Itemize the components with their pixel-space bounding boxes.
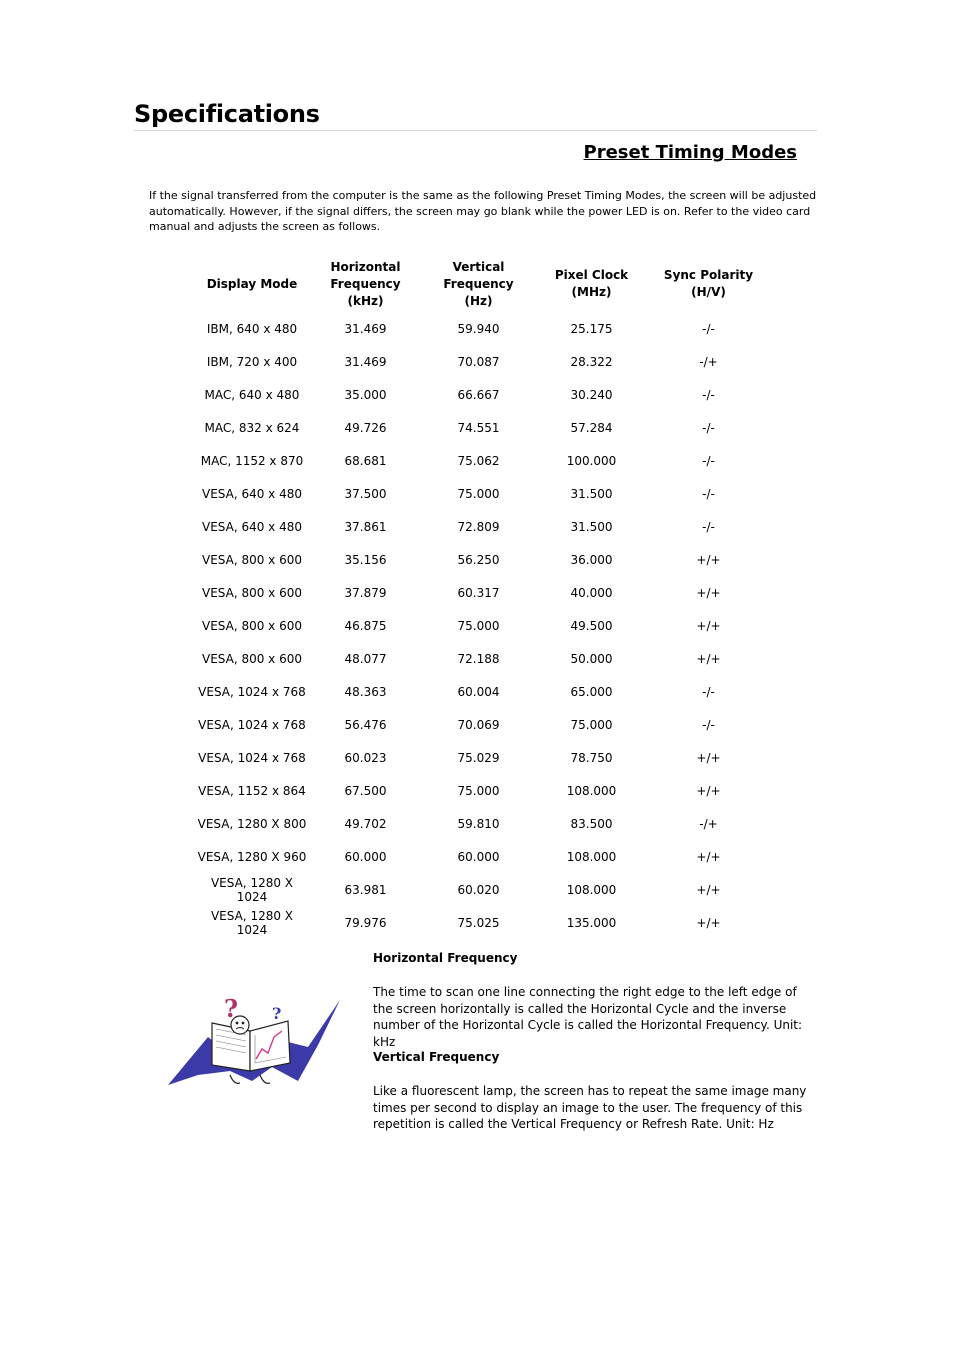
horizontal-frequency-cell: 79.976 — [344, 915, 387, 930]
pixel-clock-cell: 50.000 — [570, 651, 613, 666]
pixel-clock-cell: 75.000 — [570, 717, 613, 732]
vertical-frequency-cell: 66.667 — [457, 387, 500, 402]
pixel-clock-cell: 65.000 — [570, 684, 613, 699]
display-mode-cell: VESA, 1280 X 800 — [197, 816, 307, 831]
table-row — [195, 411, 769, 444]
preset-timing-table — [195, 256, 769, 939]
pixel-clock-cell: 108.000 — [566, 783, 617, 798]
vertical-frequency-cell: 75.025 — [457, 915, 500, 930]
horizontal-frequency-cell: 37.500 — [344, 486, 387, 501]
header-vertical-frequency-label: Vertical Frequency (Hz) — [443, 259, 514, 308]
page-title: Specifications — [134, 100, 320, 128]
vertical-frequency-cell: 60.317 — [457, 585, 500, 600]
pixel-clock-cell: 30.240 — [570, 387, 613, 402]
horizontal-frequency-cell: 49.726 — [344, 420, 387, 435]
horizontal-frequency-cell: 37.879 — [344, 585, 387, 600]
display-mode-cell: IBM, 720 x 400 — [206, 354, 298, 369]
pixel-clock-cell: 78.750 — [570, 750, 613, 765]
table-row — [195, 708, 769, 741]
vertical-frequency-cell: 60.020 — [457, 882, 500, 897]
table-row — [195, 774, 769, 807]
horizontal-frequency-text: The time to scan one line connecting the right edge to the left edge of the screen horizontally is called the Horizontal Cycle and the inverse number of the Horizontal Cycle is called the Horizontal Frequency. Unit: kHz — [373, 985, 803, 1049]
sync-polarity-cell: +/+ — [696, 915, 721, 930]
pixel-clock-cell: 108.000 — [566, 849, 617, 864]
title-divider — [134, 130, 817, 131]
table-row — [195, 576, 769, 609]
sync-polarity-cell: +/+ — [696, 651, 721, 666]
horizontal-frequency-cell: 48.363 — [344, 684, 387, 699]
display-mode-cell: VESA, 800 x 600 — [201, 618, 302, 633]
vertical-frequency-cell: 56.250 — [457, 552, 500, 567]
horizontal-frequency-cell: 48.077 — [344, 651, 387, 666]
table-row — [195, 378, 769, 411]
header-horizontal-frequency-label: Horizontal Frequency (kHz) — [330, 259, 401, 308]
pixel-clock-cell: 25.175 — [570, 321, 613, 336]
table-row — [195, 510, 769, 543]
vertical-frequency-cell: 60.004 — [457, 684, 500, 699]
vertical-frequency-heading: Vertical Frequency — [373, 1050, 500, 1064]
question-mark-icon: ? — [224, 995, 239, 1023]
header-display-mode: Display Mode — [206, 276, 298, 291]
intro-paragraph: If the signal transferred from the computer is the same as the following Preset Timing Modes, the screen will be adjusted automatically. However, if the signal differs, the screen may go blank while the power LED is on. Refer to the video card manual and adjusts the screen as follows. — [149, 189, 817, 233]
vertical-frequency-text: Like a fluorescent lamp, the screen has to repeat the same image many times per second to display an image to the user. The frequency of this repetition is called the Vertical Frequency or Refresh Rate. Unit: Hz — [373, 1084, 807, 1131]
table-row — [195, 477, 769, 510]
vertical-frequency-cell: 75.000 — [457, 618, 500, 633]
pixel-clock-cell: 40.000 — [570, 585, 613, 600]
pixel-clock-cell: 31.500 — [570, 519, 613, 534]
table-row — [195, 741, 769, 774]
sync-polarity-cell: +/+ — [696, 882, 721, 897]
vertical-frequency-cell: 59.810 — [457, 816, 500, 831]
vertical-frequency-cell: 59.940 — [457, 321, 500, 336]
display-mode-cell: IBM, 640 x 480 — [206, 321, 298, 336]
vertical-frequency-cell: 70.087 — [457, 354, 500, 369]
horizontal-frequency-cell: 35.000 — [344, 387, 387, 402]
display-mode-cell: VESA, 640 x 480 — [201, 519, 302, 534]
vertical-frequency-cell: 70.069 — [457, 717, 500, 732]
pixel-clock-cell: 31.500 — [570, 486, 613, 501]
header-pixel-clock — [535, 256, 648, 312]
table-header-row — [195, 256, 769, 312]
display-mode-cell: VESA, 1280 X 1024 — [210, 875, 294, 904]
display-mode-cell: MAC, 1152 x 870 — [200, 453, 304, 468]
table-row — [195, 807, 769, 840]
header-sync-polarity — [648, 256, 769, 312]
sync-polarity-cell: -/+ — [699, 354, 718, 369]
sync-polarity-cell: -/- — [702, 486, 715, 501]
sync-polarity-cell: +/+ — [696, 750, 721, 765]
sync-polarity-cell: +/+ — [696, 585, 721, 600]
confused-book-mascot-icon — [168, 995, 343, 1090]
display-mode-cell: VESA, 800 x 600 — [201, 651, 302, 666]
vertical-frequency-cell: 72.809 — [457, 519, 500, 534]
vertical-frequency-cell: 72.188 — [457, 651, 500, 666]
sync-polarity-cell: -/- — [702, 321, 715, 336]
display-mode-cell: VESA, 1152 x 864 — [198, 783, 306, 798]
horizontal-frequency-cell: 49.702 — [344, 816, 387, 831]
sync-polarity-cell: -/- — [702, 717, 715, 732]
table-row — [195, 873, 769, 906]
pixel-clock-cell: 57.284 — [570, 420, 613, 435]
vertical-frequency-cell: 75.062 — [457, 453, 500, 468]
table-row — [195, 543, 769, 576]
pixel-clock-cell: 100.000 — [566, 453, 617, 468]
vertical-frequency-cell: 75.000 — [457, 486, 500, 501]
header-pixel-clock-label: Pixel Clock (MHz) — [554, 268, 629, 299]
vertical-frequency-cell: 74.551 — [457, 420, 500, 435]
horizontal-frequency-cell: 60.000 — [344, 849, 387, 864]
horizontal-frequency-cell: 31.469 — [344, 354, 387, 369]
horizontal-frequency-cell: 31.469 — [344, 321, 387, 336]
display-mode-cell: VESA, 800 x 600 — [201, 585, 302, 600]
horizontal-frequency-cell: 46.875 — [344, 618, 387, 633]
table-row — [195, 906, 769, 939]
table-row — [195, 444, 769, 477]
sync-polarity-cell: -/- — [702, 420, 715, 435]
display-mode-cell: VESA, 1280 X 960 — [197, 849, 307, 864]
table-body — [195, 312, 769, 939]
pixel-clock-cell: 135.000 — [566, 915, 617, 930]
table-row — [195, 840, 769, 873]
horizontal-frequency-cell: 37.861 — [344, 519, 387, 534]
vertical-frequency-cell: 75.029 — [457, 750, 500, 765]
display-mode-cell: VESA, 1280 X 1024 — [210, 908, 294, 937]
display-mode-cell: VESA, 1024 x 768 — [198, 684, 306, 699]
pixel-clock-cell: 108.000 — [566, 882, 617, 897]
sync-polarity-cell: +/+ — [696, 849, 721, 864]
table-row — [195, 609, 769, 642]
sync-polarity-cell: +/+ — [696, 618, 721, 633]
horizontal-frequency-cell: 35.156 — [344, 552, 387, 567]
pixel-clock-cell: 36.000 — [570, 552, 613, 567]
sync-polarity-cell: -/- — [702, 453, 715, 468]
horizontal-frequency-cell: 56.476 — [344, 717, 387, 732]
display-mode-cell: VESA, 1024 x 768 — [198, 750, 306, 765]
pixel-clock-cell: 28.322 — [570, 354, 613, 369]
book-shape — [212, 1021, 290, 1071]
table-row — [195, 312, 769, 345]
display-mode-cell: MAC, 832 x 624 — [204, 420, 300, 435]
horizontal-frequency-cell: 60.023 — [344, 750, 387, 765]
horizontal-frequency-heading: Horizontal Frequency — [373, 951, 518, 965]
sync-polarity-cell: -/- — [702, 519, 715, 534]
display-mode-cell: VESA, 800 x 600 — [201, 552, 302, 567]
sync-polarity-cell: +/+ — [696, 552, 721, 567]
sync-polarity-cell: +/+ — [696, 783, 721, 798]
vertical-frequency-cell: 75.000 — [457, 783, 500, 798]
horizontal-frequency-cell: 67.500 — [344, 783, 387, 798]
header-horizontal-frequency — [309, 256, 422, 312]
horizontal-frequency-cell: 63.981 — [344, 882, 387, 897]
pixel-clock-cell: 49.500 — [570, 618, 613, 633]
small-question-mark-icon: ? — [272, 1004, 282, 1023]
sync-polarity-cell: -/- — [702, 387, 715, 402]
sync-polarity-cell: -/+ — [699, 816, 718, 831]
display-mode-cell: VESA, 1024 x 768 — [198, 717, 306, 732]
table-row — [195, 675, 769, 708]
header-sync-polarity-label: Sync Polarity (H/V) — [663, 268, 754, 299]
table-row — [195, 642, 769, 675]
horizontal-frequency-cell: 68.681 — [344, 453, 387, 468]
pixel-clock-cell: 83.500 — [570, 816, 613, 831]
header-vertical-frequency — [422, 256, 535, 312]
sync-polarity-cell: -/- — [702, 684, 715, 699]
display-mode-cell: MAC, 640 x 480 — [204, 387, 300, 402]
display-mode-cell: VESA, 640 x 480 — [201, 486, 302, 501]
vertical-frequency-cell: 60.000 — [457, 849, 500, 864]
table-row — [195, 345, 769, 378]
section-title: Preset Timing Modes — [583, 142, 797, 163]
